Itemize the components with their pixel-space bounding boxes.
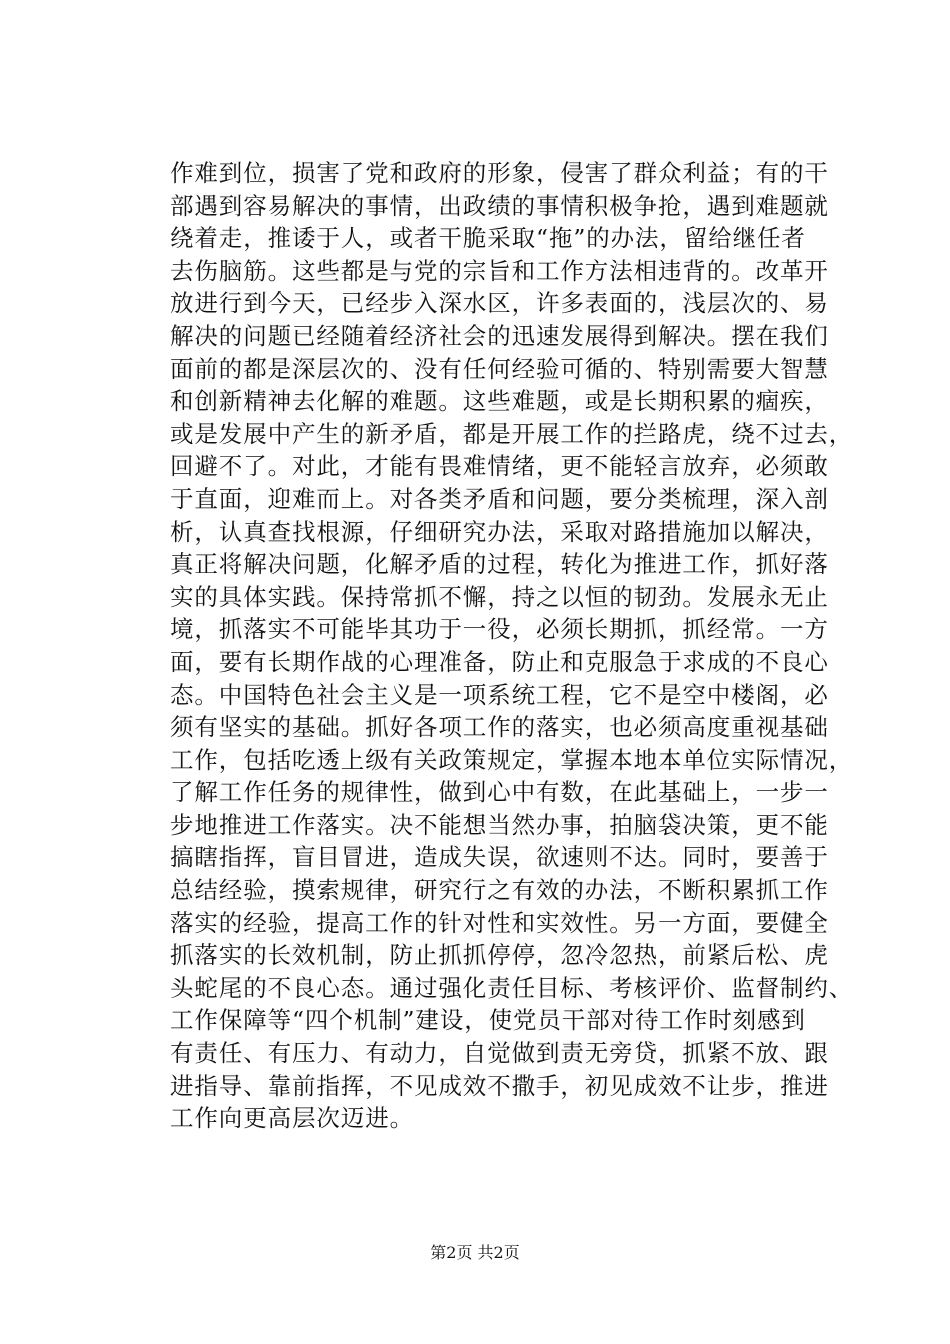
text-line: 面，要有长期作战的心理准备，防止和克服急于求成的不良心 <box>170 647 829 676</box>
text-line: 进指导、靠前指挥，不见成效不撒手，初见成效不让步，推进 <box>170 1071 829 1100</box>
text-line: 了解工作任务的规律性，做到心中有数，在此基础上，一步一 <box>170 778 829 807</box>
text-line: 真正将解决问题，化解矛盾的过程，转化为推进工作，抓好落 <box>170 550 829 579</box>
text-line: 总结经验，摸索规律，研究行之有效的办法，不断积累抓工作 <box>170 876 829 905</box>
body-paragraph <box>170 157 860 1135</box>
text-line: 绕着走，推诿于人，或者干脆采取“拖”的办法，留给继任者 <box>170 224 806 253</box>
text-line: 或是发展中产生的新矛盾，都是开展工作的拦路虎，绕不过去， <box>170 419 854 448</box>
text-line: 头蛇尾的不良心态。通过强化责任目标、考核评价、监督制约、 <box>170 973 854 1002</box>
text-line: 须有坚实的基础。抓好各项工作的落实，也必须高度重视基础 <box>170 713 829 742</box>
text-line: 态。中国特色社会主义是一项系统工程，它不是空中楼阁，必 <box>170 680 829 709</box>
text-line: 和创新精神去化解的难题。这些难题，或是长期积累的痼疾， <box>170 387 829 416</box>
text-line: 面前的都是深层次的、没有任何经验可循的、特别需要大智慧 <box>170 354 829 383</box>
text-line: 工作，包括吃透上级有关政策规定，掌握本地本单位实际情况， <box>170 745 854 774</box>
text-line: 实的具体实践。保持常抓不懈，持之以恒的韧劲。发展永无止 <box>170 582 829 611</box>
text-line: 部遇到容易解决的事情，出政绩的事情积极争抢，遇到难题就 <box>170 191 829 220</box>
text-line: 搞瞎指挥，盲目冒进，造成失误，欲速则不达。同时，要善于 <box>170 843 829 872</box>
text-line: 有责任、有压力、有动力，自觉做到责无旁贷，抓紧不放、跟 <box>170 1039 829 1068</box>
text-line: 析，认真查找根源，仔细研究办法，采取对路措施加以解决， <box>170 517 829 546</box>
text-line: 作难到位，损害了党和政府的形象，侵害了群众利益；有的干 <box>170 159 829 187</box>
page-footer: 第2页 共2页 <box>430 1243 520 1262</box>
text-line: 放进行到今天，已经步入深水区，许多表面的，浅层次的、易 <box>170 289 829 318</box>
text-line: 步地推进工作落实。决不能想当然办事，拍脑袋决策，更不能 <box>170 810 829 839</box>
text-line: 去伤脑筋。这些都是与党的宗旨和工作方法相违背的。改革开 <box>170 256 829 285</box>
text-line: 于直面，迎难而上。对各类矛盾和问题，要分类梳理，深入剖 <box>170 484 829 513</box>
text-line: 解决的问题已经随着经济社会的迅速发展得到解决。摆在我们 <box>170 321 829 350</box>
text-line: 抓落实的长效机制，防止抓抓停停，忽冷忽热，前紧后松、虎 <box>170 941 829 970</box>
text-line: 工作向更高层次迈进。 <box>170 1104 414 1133</box>
text-line: 回避不了。对此，才能有畏难情绪，更不能轻言放弃，必须敢 <box>170 452 829 481</box>
text-line: 落实的经验，提高工作的针对性和实效性。另一方面，要健全 <box>170 908 829 937</box>
text-line: 境，抓落实不可能毕其功于一役，必须长期抓，抓经常。一方 <box>170 615 829 644</box>
text-line: 工作保障等“四个机制”建设，使党员干部对待工作时刻感到 <box>170 1006 806 1035</box>
